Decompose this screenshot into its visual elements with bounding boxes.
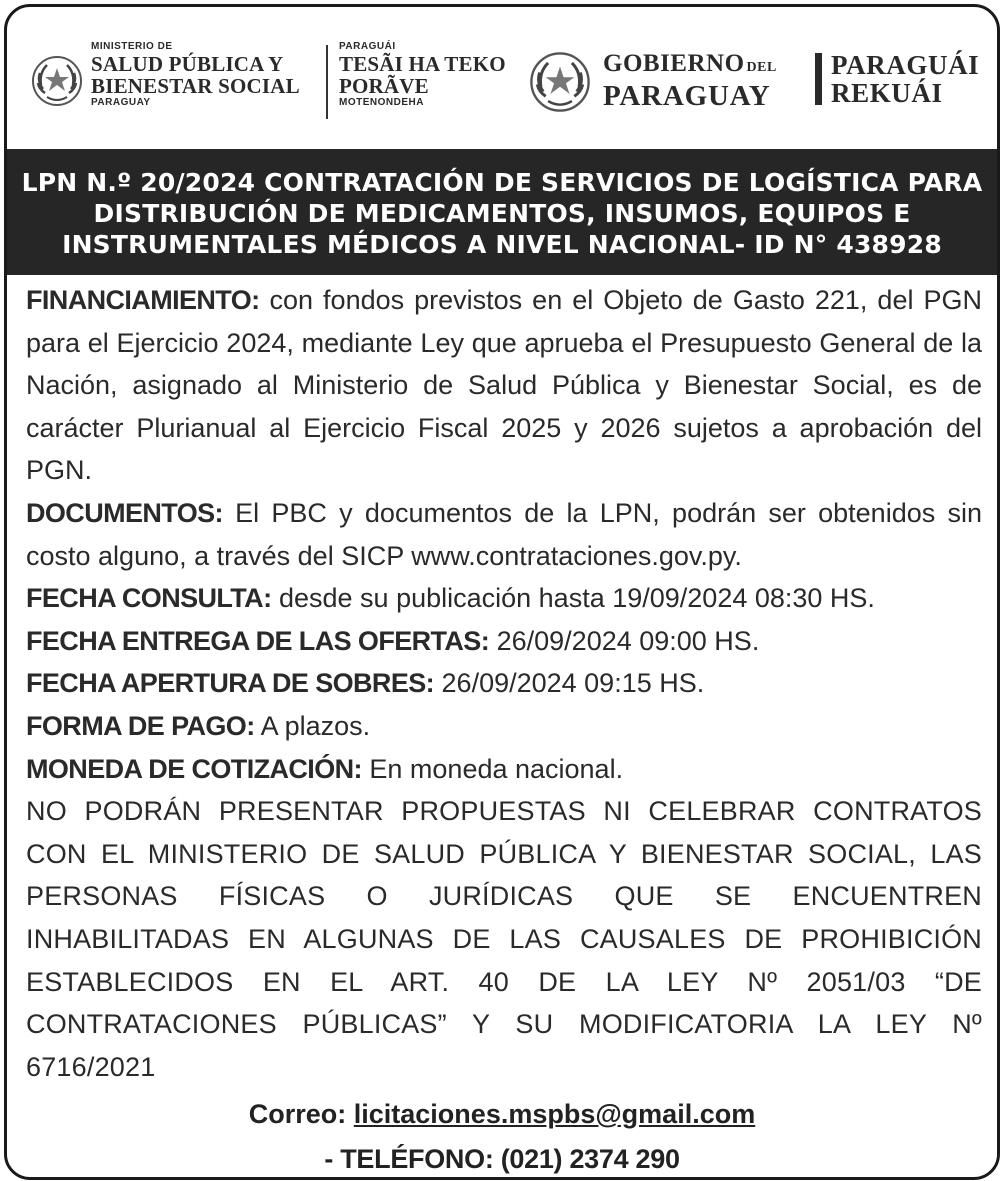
documentos-text: El PBC y documentos de la LPN, podrán ser obtenidos sin costo alguno, a través del SICP www.contrataciones.gov.py. bbox=[26, 497, 982, 571]
tesai-top: PARAGUÁI bbox=[339, 41, 396, 52]
financiamiento-label: FINANCIAMIENTO: bbox=[26, 285, 260, 315]
ministry-line2: BIENESTAR SOCIAL bbox=[91, 74, 300, 98]
fecha-consulta-paragraph bbox=[26, 577, 982, 620]
forma-pago-paragraph bbox=[26, 705, 982, 748]
tesai-line1: TESÃI HA TEKO bbox=[339, 52, 506, 76]
tesai-logo-text bbox=[339, 41, 506, 109]
telefono-line: - TELÉFONO: (021) 2374 290 bbox=[324, 1144, 680, 1174]
title-line3: INSTRUMENTALES MÉDICOS A NIVEL NACIONAL- ID N° 438928 bbox=[62, 230, 942, 259]
national-seal-icon bbox=[31, 55, 83, 107]
fecha-consulta-label: FECHA CONSULTA: bbox=[26, 583, 272, 614]
tesai-bottom: MOTENONDEHA bbox=[339, 97, 424, 108]
fecha-entrega-label: FECHA ENTREGA DE LAS OFERTAS: bbox=[26, 625, 490, 656]
documentos-paragraph bbox=[26, 492, 982, 577]
notice-body bbox=[26, 279, 982, 1088]
documentos-label: DOCUMENTOS: bbox=[26, 497, 223, 528]
gobierno-del: DEL bbox=[746, 60, 777, 75]
forma-pago-text: A plazos. bbox=[254, 710, 371, 741]
header-logos bbox=[7, 7, 997, 147]
ministry-bottom: PARAGUAY bbox=[91, 97, 151, 108]
national-seal-icon bbox=[529, 51, 591, 113]
email-link[interactable]: licitaciones.mspbs@gmail.com bbox=[353, 1099, 756, 1129]
gobierno-logo-text bbox=[603, 51, 777, 111]
title-band bbox=[7, 149, 997, 275]
rekuai-line1: PARAGUÁI bbox=[831, 50, 980, 80]
fecha-apertura-text: 26/09/2024 09:15 HS. bbox=[434, 668, 705, 699]
gobierno-line1: GOBIERNO bbox=[603, 50, 745, 77]
ministry-logo-text bbox=[91, 41, 300, 109]
fecha-apertura-paragraph bbox=[26, 662, 982, 705]
title-line1: LPN N.º 20/2024 CONTRATACIÓN DE SERVICIOS DE LOGÍSTICA PARA bbox=[21, 168, 983, 197]
notice-frame bbox=[4, 4, 1000, 1180]
financiamiento-text: con fondos previstos en el Objeto de Gasto 221, del PGN para el Ejercicio 2024, mediante Ley que aprueba el Presupuesto General de la Nación, asignado al Ministerio de Salud Pública y Bienestar Social, es de carácter Plurianual al Ejercicio Fiscal 2025 y 2026 sujetos a aprobación del PGN. bbox=[26, 285, 982, 486]
fecha-entrega-paragraph bbox=[26, 620, 982, 663]
correo-label: Correo: bbox=[248, 1099, 354, 1129]
gobierno-divider-bar bbox=[815, 53, 822, 105]
prohibicion-paragraph: NO PODRÁN PRESENTAR PROPUESTAS NI CELEBRAR CONTRATOS CON EL MINISTERIO DE SALUD PÚBLICA Y BIENESTAR SOCIAL, LAS PERSONAS FÍSICAS O JURÍDICAS QUE SE ENCUENTREN INHABILITADAS EN ALGUNAS DE LAS CAUSALES DE PROHIBICIÓN ESTABLECIDOS EN EL ART. 40 DE LA LEY Nº 2051/03 “DE CONTRATACIONES PÚBLICAS” Y SU MODIFICATORIA LA LEY Nº 6716/2021 bbox=[26, 796, 982, 1082]
rekuai-logo-text bbox=[831, 51, 979, 107]
tesai-line2: PORÃVE bbox=[339, 74, 429, 98]
correo-line bbox=[7, 1099, 997, 1130]
rekuai-line2: REKUÁI bbox=[831, 78, 943, 108]
fecha-apertura-label: FECHA APERTURA DE SOBRES: bbox=[26, 668, 435, 699]
ministry-top: MINISTERIO DE bbox=[91, 41, 173, 52]
moneda-text: En moneda nacional. bbox=[361, 753, 624, 784]
logo-divider bbox=[326, 45, 328, 119]
fecha-entrega-text: 26/09/2024 09:00 HS. bbox=[489, 625, 760, 656]
financiamiento-paragraph bbox=[26, 279, 982, 492]
moneda-paragraph bbox=[26, 748, 982, 791]
fecha-consulta-text: desde su publicación hasta 19/09/2024 08:30 HS. bbox=[271, 583, 875, 614]
title-line2: DISTRIBUCIÓN DE MEDICAMENTOS, INSUMOS, EQUIPOS E bbox=[93, 199, 911, 228]
moneda-label: MONEDA DE COTIZACIÓN: bbox=[26, 753, 362, 784]
forma-pago-label: FORMA DE PAGO: bbox=[26, 710, 255, 741]
gobierno-line2: PARAGUAY bbox=[603, 80, 771, 112]
ministry-line1: SALUD PÚBLICA Y bbox=[91, 52, 284, 76]
